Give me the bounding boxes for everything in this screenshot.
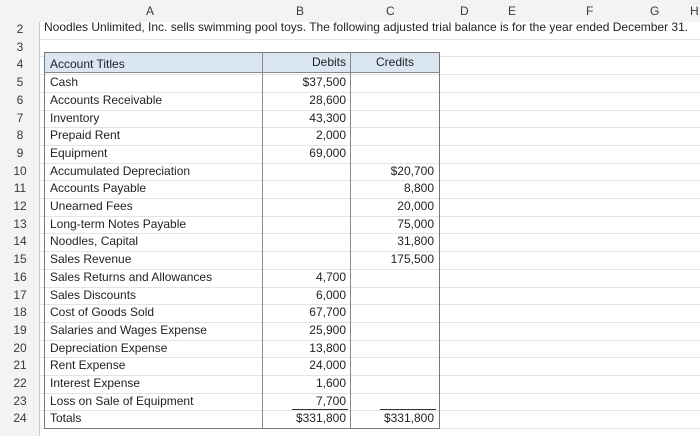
account-title-cell[interactable]: Totals [50, 411, 82, 426]
credit-cell[interactable]: 8,800 [403, 181, 434, 196]
account-title-cell[interactable]: Accounts Receivable [50, 92, 163, 107]
column-header-b[interactable]: B [296, 4, 305, 18]
header-credits[interactable]: Credits [375, 55, 414, 69]
credit-cell[interactable]: 31,800 [397, 234, 434, 249]
debit-cell[interactable]: 7,700 [315, 393, 346, 408]
account-title-cell[interactable]: Sales Discounts [50, 287, 137, 302]
row-number[interactable]: 11 [13, 181, 27, 196]
account-title-cell[interactable]: Prepaid Rent [50, 128, 121, 143]
row-number[interactable]: 5 [16, 75, 24, 90]
account-title-cell[interactable]: Loss on Sale of Equipment [50, 393, 194, 408]
debit-cell[interactable]: 43,300 [309, 110, 346, 125]
account-title-cell[interactable]: Inventory [50, 110, 100, 125]
account-title-cell[interactable]: Cost of Goods Sold [50, 305, 155, 320]
debit-column-divider [262, 52, 263, 429]
column-header-e[interactable]: E [508, 4, 517, 18]
row-number[interactable]: 18 [13, 305, 27, 320]
debit-cell[interactable]: 1,600 [315, 376, 346, 390]
column-header-bar [0, 0, 700, 22]
column-header-f[interactable]: F [586, 4, 594, 18]
row-number[interactable]: 3 [16, 39, 24, 54]
debit-total-rule [292, 409, 348, 410]
row-number[interactable]: 16 [13, 269, 27, 284]
row-number[interactable]: 24 [13, 411, 27, 426]
row-number[interactable]: 22 [13, 376, 27, 390]
row-number[interactable]: 13 [13, 216, 27, 231]
credit-cell[interactable]: 175,500 [390, 252, 434, 267]
account-title-cell[interactable]: Long-term Notes Payable [50, 216, 187, 231]
row-number[interactable]: 19 [13, 322, 27, 337]
account-title-cell[interactable]: Rent Expense [50, 358, 126, 373]
debit-cell[interactable]: 6,000 [315, 287, 346, 302]
credit-cell[interactable]: $20,700 [390, 163, 434, 178]
account-title-cell[interactable]: Equipment [50, 145, 108, 160]
debit-cell[interactable]: 4,700 [315, 269, 346, 284]
debit-cell[interactable]: $37,500 [302, 75, 346, 90]
credit-cell[interactable]: 75,000 [397, 216, 434, 231]
debit-cell[interactable]: 25,900 [309, 322, 346, 337]
row-number[interactable]: 4 [16, 57, 24, 72]
account-title-cell[interactable]: Sales Returns and Allowances [50, 269, 213, 284]
row-gridline [40, 39, 700, 40]
debit-cell[interactable]: 24,000 [309, 358, 346, 373]
credit-total-rule [380, 409, 436, 410]
header-debits[interactable]: Debits [311, 55, 346, 69]
row-number[interactable]: 6 [16, 92, 24, 107]
debit-cell[interactable]: 69,000 [309, 145, 346, 160]
row-number[interactable]: 10 [13, 163, 27, 178]
debit-cell[interactable]: $331,800 [295, 411, 346, 426]
row-number[interactable]: 14 [13, 234, 27, 249]
account-title-cell[interactable]: Sales Revenue [50, 252, 132, 267]
account-title-cell[interactable]: Cash [50, 75, 79, 90]
column-header-d[interactable]: D [460, 4, 469, 18]
problem-description[interactable]: Noodles Unlimited, Inc. sells swimming pool toys. The following adjusted trial balance is for the year ended December 31. [44, 20, 689, 34]
table-header-divider [44, 72, 440, 73]
credit-column-divider [350, 52, 351, 429]
row-number[interactable]: 21 [13, 358, 27, 373]
row-number[interactable]: 17 [13, 287, 27, 302]
account-title-cell[interactable]: Interest Expense [50, 376, 141, 390]
debit-cell[interactable]: 2,000 [315, 128, 346, 143]
row-number[interactable]: 7 [16, 110, 24, 125]
debit-cell[interactable]: 28,600 [309, 92, 346, 107]
row-number[interactable]: 23 [13, 393, 27, 408]
account-title-cell[interactable]: Salaries and Wages Expense [50, 322, 207, 337]
column-header-g[interactable]: G [650, 4, 660, 18]
column-header-h[interactable]: H [690, 4, 699, 18]
account-title-cell[interactable]: Accounts Payable [50, 181, 147, 196]
row-number[interactable]: 20 [13, 340, 27, 355]
column-header-a[interactable]: A [146, 4, 155, 18]
account-title-cell[interactable]: Accumulated Depreciation [50, 163, 191, 178]
header-account-titles[interactable]: Account Titles [50, 57, 125, 71]
credit-cell[interactable]: 20,000 [397, 199, 434, 213]
account-title-cell[interactable]: Noodles, Capital [50, 234, 139, 249]
credit-cell[interactable]: $331,800 [383, 411, 434, 426]
row-number[interactable]: 9 [16, 145, 24, 160]
row-number[interactable]: 12 [13, 199, 27, 213]
row-number[interactable]: 8 [16, 128, 24, 143]
account-title-cell[interactable]: Unearned Fees [50, 199, 133, 213]
row-number[interactable]: 15 [13, 252, 27, 267]
debit-cell[interactable]: 13,800 [309, 340, 346, 355]
debit-cell[interactable]: 67,700 [309, 305, 346, 320]
row-number[interactable]: 2 [16, 22, 24, 36]
column-header-c[interactable]: C [386, 4, 395, 18]
account-title-cell[interactable]: Depreciation Expense [50, 340, 168, 355]
